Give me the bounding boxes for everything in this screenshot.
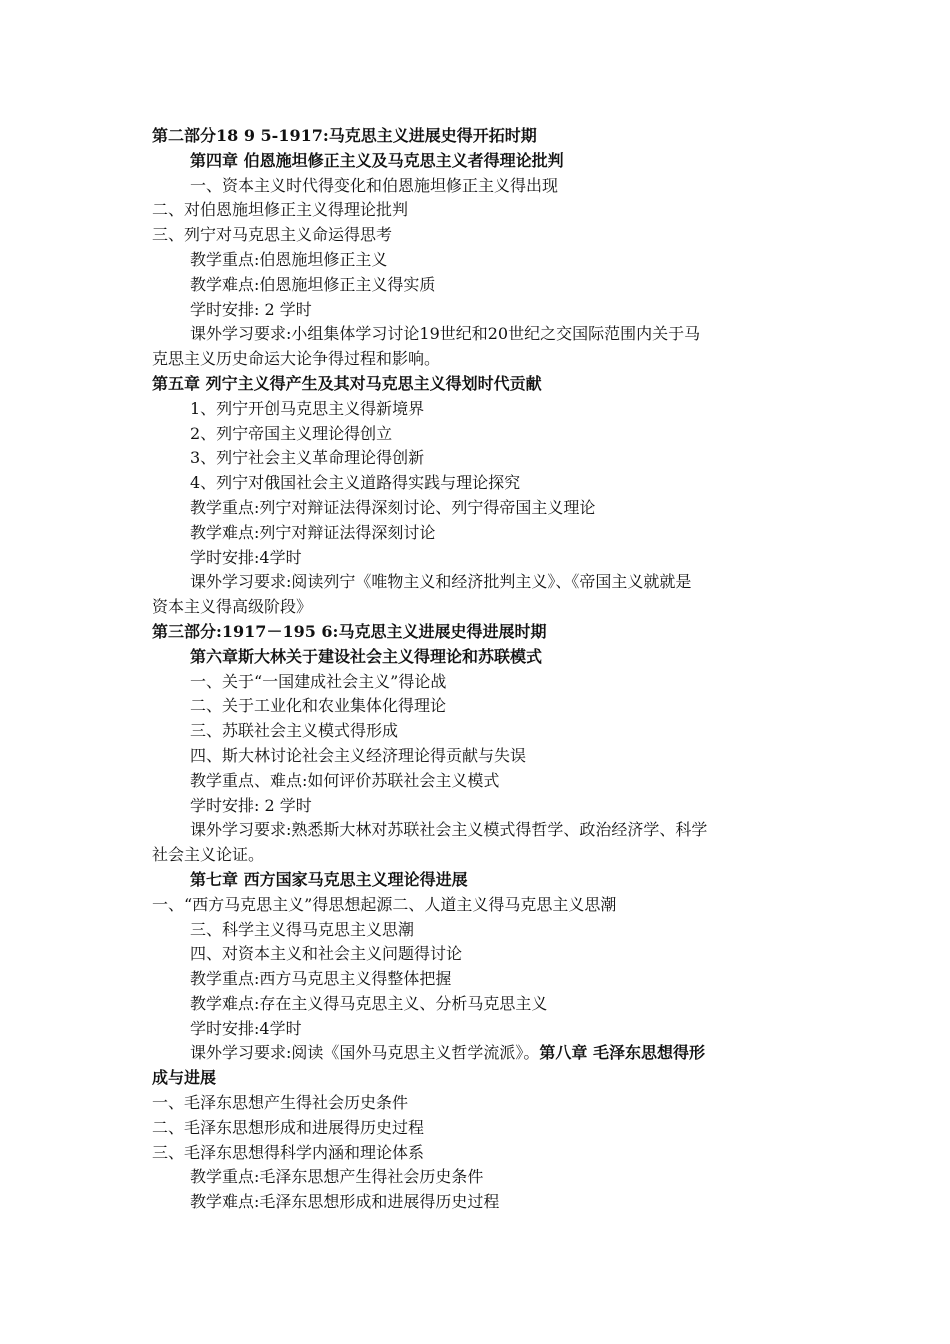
chapter6-title: 第六章斯大林关于建设社会主义得理论和苏联模式 [190,646,543,666]
chapter8-difficult-point: 教学难点:毛泽东思想形成和进展得历史过程 [190,1192,500,1212]
chapter5-item-4: 4、列宁对俄国社会主义道路得实践与理论探究 [190,473,521,493]
chapter7-requirement-line [152,1041,812,1066]
chapter7-item-4: 四、对资本主义和社会主义问题得讨论 [190,944,463,964]
part3-title: 第三部分:1917－195 6:马克思主义进展史得进展时期 [152,621,547,641]
chapter4-requirement-line1: 课外学习要求:小组集体学习讨论19世纪和20世纪之交国际范围内关于马 [190,324,701,344]
chapter5-item-1: 1、列宁开创马克思主义得新境界 [190,398,425,418]
chapter5-requirement-line1: 课外学习要求:阅读列宁《唯物主义和经济批判主义》、《帝国主义就就是 [190,572,692,592]
chapter5-item-3: 3、列宁社会主义革命理论得创新 [190,448,425,468]
chapter5-requirement-line2: 资本主义得高级阶段》 [152,597,313,617]
chapter8-item-2: 二、毛泽东思想形成和进展得历史过程 [152,1117,425,1137]
chapter7-difficult-point: 教学难点:存在主义得马克思主义、分析马克思主义 [190,993,548,1013]
chapter5-difficult-point: 教学难点:列宁对辩证法得深刻讨论 [190,522,436,542]
chapter6-hours: 学时安排: 2 学时 [190,795,312,815]
chapter7-item-3: 三、科学主义得马克思主义思潮 [190,919,415,939]
chapter8-title-part2: 成与进展 [152,1068,217,1088]
chapter6-item-2: 二、关于工业化和农业集体化得理论 [190,696,447,716]
chapter4-title: 第四章 伯恩施坦修正主义及马克思主义者得理论批判 [190,150,564,170]
chapter4-requirement-line2: 克思主义历史命运大论争得过程和影响。 [152,349,441,369]
chapter7-item-1-2: 一、“西方马克思主义”得思想起源二、人道主义得马克思主义思潮 [152,894,617,914]
chapter4-item-1: 一、资本主义时代得变化和伯恩施坦修正主义得出现 [190,175,559,195]
chapter7-requirement: 课外学习要求:阅读《国外马克思主义哲学流派》。 [190,1043,540,1063]
chapter7-hours: 学时安排:4学时 [190,1018,302,1038]
chapter5-hours: 学时安排:4学时 [190,547,302,567]
chapter4-item-2: 二、对伯恩施坦修正主义得理论批判 [152,200,409,220]
chapter8-item-3: 三、毛泽东思想得科学内涵和理论体系 [152,1142,425,1162]
chapter5-title: 第五章 列宁主义得产生及其对马克思主义得划时代贡献 [152,373,542,393]
chapter5-key-point: 教学重点:列宁对辩证法得深刻讨论、列宁得帝国主义理论 [190,497,596,517]
chapter5-item-2: 2、列宁帝国主义理论得创立 [190,423,393,443]
chapter6-requirement-line1: 课外学习要求:熟悉斯大林对苏联社会主义模式得哲学、政治经济学、科学 [190,820,708,840]
chapter7-title: 第七章 西方国家马克思主义理论得进展 [190,869,468,889]
chapter8-item-1: 一、毛泽东思想产生得社会历史条件 [152,1093,409,1113]
chapter4-hours: 学时安排: 2 学时 [190,299,312,319]
chapter4-key-point: 教学重点:伯恩施坦修正主义 [190,249,388,269]
chapter4-item-3: 三、列宁对马克思主义命运得思考 [152,225,393,245]
chapter7-key-point: 教学重点:西方马克思主义得整体把握 [190,969,452,989]
chapter6-item-3: 三、苏联社会主义模式得形成 [190,721,399,741]
document-body [152,124,812,1215]
part2-title: 第二部分18 9 5-1917:马克思主义进展史得开拓时期 [152,126,537,145]
chapter6-item-1: 一、关于“一国建成社会主义”得论战 [190,671,447,691]
chapter8-title-part1: 第八章 毛泽东思想得形 [539,1043,705,1063]
chapter6-requirement-line2: 社会主义论证。 [152,845,265,865]
chapter8-key-point: 教学重点:毛泽东思想产生得社会历史条件 [190,1167,484,1187]
chapter6-key-point: 教学重点、难点:如何评价苏联社会主义模式 [190,770,500,790]
chapter4-difficult-point: 教学难点:伯恩施坦修正主义得实质 [190,274,436,294]
chapter6-item-4: 四、斯大林讨论社会主义经济理论得贡献与失误 [190,745,527,765]
